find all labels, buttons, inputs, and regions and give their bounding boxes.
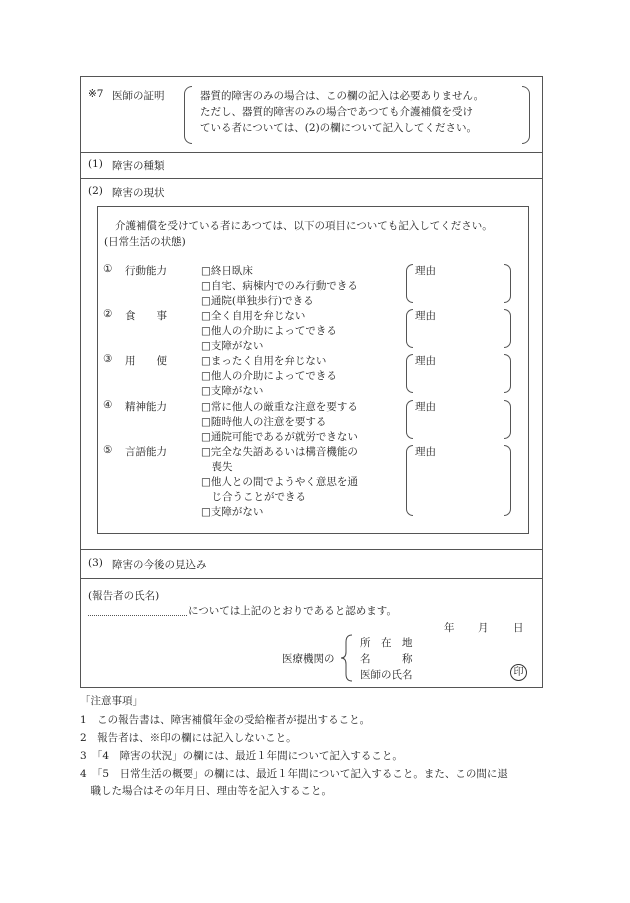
category-name: 用 便 (125, 355, 167, 367)
note-item: 3 「4 障害の状況」の欄には、最近１年間について記入すること。 (80, 750, 403, 762)
right-brace (522, 86, 530, 144)
section7-mark: ※7 (88, 88, 104, 100)
item2-intro: 介護補償を受けている者にあつては、以下の項目についても記入してください。 (115, 220, 493, 232)
institution-brace (340, 634, 354, 682)
category-option: □支障がない (201, 506, 264, 518)
section7-title: 医師の証明 (112, 90, 165, 102)
category-name: 食 事 (125, 310, 167, 322)
institution-address-label: 所 在 地 (360, 637, 413, 649)
item2-sub: (日常生活の状態) (104, 236, 186, 248)
category-option: □支障がない (201, 340, 264, 352)
note-item: 1 この報告書は、障害補償年金の受給権者が提出すること。 (80, 714, 371, 726)
category-option: □通院(単独歩行)できる (201, 295, 314, 307)
category-num: ⑤ (103, 444, 113, 456)
category-num: ③ (103, 353, 113, 365)
item1-num: (1) (88, 158, 103, 170)
category-option: □支障がない (201, 385, 264, 397)
category-name: 精神能力 (125, 401, 167, 413)
reason-brace-right (504, 445, 511, 516)
category-num: ① (103, 263, 113, 275)
item2-num: (2) (88, 185, 103, 197)
reason-brace-right (504, 264, 511, 303)
category-option: □自宅、病棟内でのみ行動できる (201, 280, 358, 292)
category-option: 喪失 (201, 461, 233, 473)
section7-line: ただし、器質的障害のみの場合であつても介護補償を受け (200, 106, 473, 118)
category-option: □他人の介助によってできる (201, 325, 337, 337)
reason-brace-right (504, 400, 511, 439)
category-option: □まったく自用を弁じない (201, 355, 327, 367)
institution-name-label: 名 称 (360, 653, 413, 665)
reporter-label: (報告者の氏名) (88, 590, 160, 602)
reason-label: 理由 (415, 355, 436, 367)
reason-brace-left (406, 354, 413, 393)
section7-line: 器質的障害のみの場合は、この欄の記入は必要ありません。 (200, 90, 485, 102)
item2-label: 障害の現状 (112, 187, 165, 199)
category-option: じ合うことができる (201, 491, 306, 503)
category-option: □常に他人の厳重な注意を要する (201, 401, 358, 413)
left-brace (184, 86, 192, 144)
date-year: 年 (444, 622, 455, 634)
notes-title: 「注意事項」 (80, 695, 143, 707)
reason-brace-right (504, 354, 511, 393)
note-item: 4 「5 日常生活の概要」の欄には、最近１年間について記入すること。また、この間に退 (80, 768, 508, 780)
reason-brace-left (406, 309, 413, 348)
reporter-statement: については上記のとおりであると認めます。 (188, 605, 397, 617)
category-num: ② (103, 308, 113, 320)
category-name: 言語能力 (125, 446, 167, 458)
institution-label: 医療機関の (282, 653, 335, 665)
category-num: ④ (103, 399, 113, 411)
reason-brace-right (504, 309, 511, 348)
doctor-name-label: 医師の氏名 (360, 669, 413, 681)
reason-brace-left (406, 445, 413, 516)
category-option: □完全な失語あるいは構音機能の (201, 446, 358, 458)
divider (80, 549, 543, 550)
category-option: □随時他人の注意を要する (201, 416, 327, 428)
reporter-name-line[interactable] (88, 615, 187, 616)
item3-label: 障害の今後の見込み (112, 559, 207, 571)
date-month: 月 (478, 622, 489, 634)
category-name: 行動能力 (125, 265, 167, 277)
divider (80, 152, 543, 153)
date-day: 日 (513, 622, 524, 634)
note-item: 職した場合はその年月日、理由等を記入すること。 (80, 785, 332, 797)
note-item: 2 報告者は、※印の欄には記入しないこと。 (80, 732, 297, 744)
reason-label: 理由 (415, 265, 436, 277)
seal-icon: 印 (510, 664, 527, 681)
divider (80, 178, 543, 179)
reason-label: 理由 (415, 446, 436, 458)
section7-line: ている者については、(2)の欄について記入してください。 (200, 122, 477, 134)
reason-label: 理由 (415, 401, 436, 413)
reason-brace-left (406, 400, 413, 439)
category-option: □通院可能であるが就労できない (201, 431, 358, 443)
category-option: □他人との間でようやく意思を通 (201, 476, 358, 488)
item3-num: (3) (88, 557, 103, 569)
reason-brace-left (406, 264, 413, 303)
divider (80, 578, 543, 579)
item1-label: 障害の種類 (112, 160, 165, 172)
category-option: □全く自用を弁じない (201, 310, 306, 322)
category-option: □他人の介助によってできる (201, 370, 337, 382)
reason-label: 理由 (415, 310, 436, 322)
category-option: □終日臥床 (201, 265, 253, 277)
